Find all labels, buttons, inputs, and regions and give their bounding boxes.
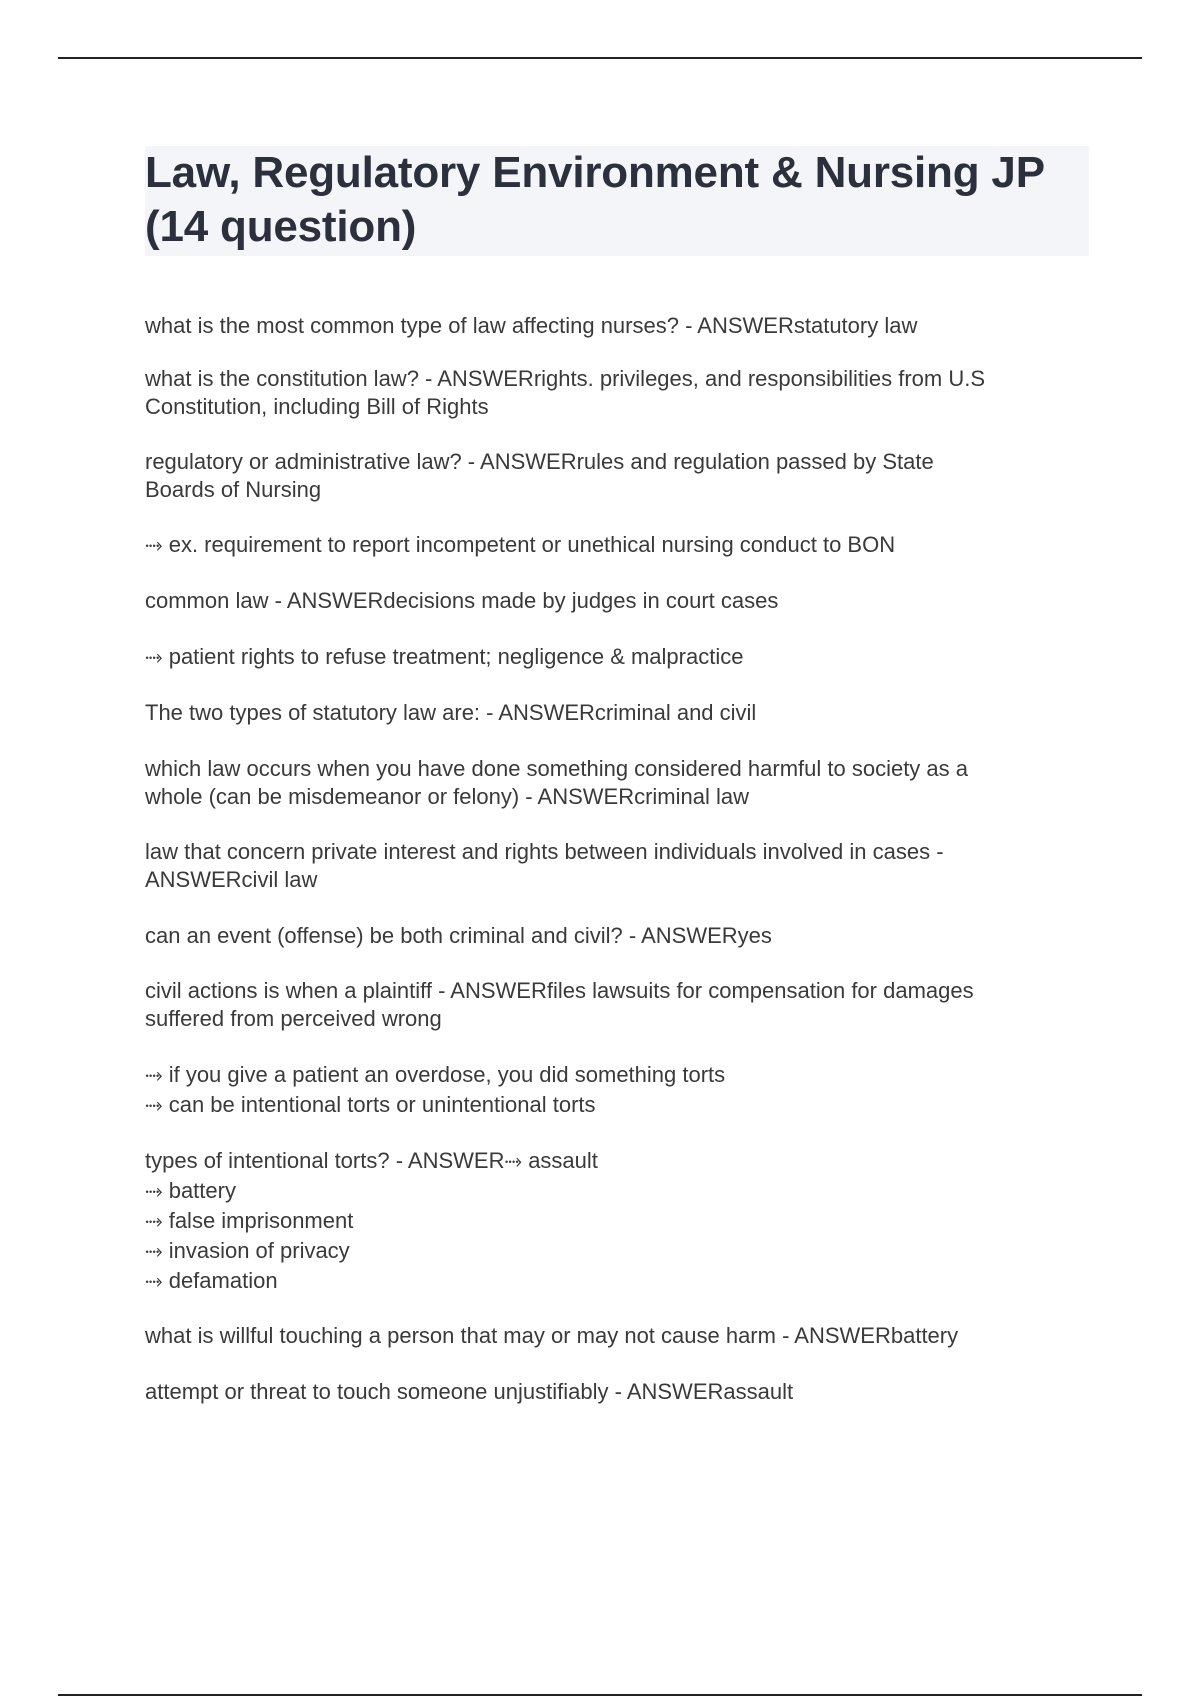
qa-item: attempt or threat to touch someone unjustifiably - ANSWERassault xyxy=(145,1379,794,1404)
qa-item: what is the constitution law? - ANSWERrights. privileges, and responsibilities from U.S Constitution, including Bill of Rights xyxy=(145,366,986,419)
qa-item: what is the most common type of law affecting nurses? - ANSWERstatutory law xyxy=(145,313,918,338)
qa-item: The two types of statutory law are: - ANSWERcriminal and civil xyxy=(145,700,757,725)
qa-list xyxy=(145,312,1095,1406)
qa-item: can an event (offense) be both criminal and civil? - ANSWERyes xyxy=(145,923,772,948)
bottom-rule xyxy=(58,1694,1142,1696)
qa-item: ⤑ patient rights to refuse treatment; negligence & malpractice xyxy=(145,644,744,669)
qa-item: regulatory or administrative law? - ANSWERrules and regulation passed by State Boards of Nursing xyxy=(145,449,934,502)
qa-item: ⤑ ex. requirement to report incompetent or unethical nursing conduct to BON xyxy=(145,532,896,557)
qa-item: law that concern private interest and rights between individuals involved in cases - ANSWERcivil law xyxy=(145,839,944,892)
title-block xyxy=(145,146,1089,256)
top-rule xyxy=(58,57,1142,59)
qa-item: types of intentional torts? - ANSWER⤑ assault ⤑ battery ⤑ false imprisonment ⤑ invasion of privacy ⤑ defamation xyxy=(145,1148,598,1293)
qa-item: common law - ANSWERdecisions made by judges in court cases xyxy=(145,588,779,613)
qa-item: what is willful touching a person that may or may not cause harm - ANSWERbattery xyxy=(145,1323,959,1348)
qa-item: which law occurs when you have done something considered harmful to society as a whole (can be misdemeanor or felony) - ANSWERcriminal law xyxy=(145,756,969,809)
document-title: Law, Regulatory Environment & Nursing JP (14 question) xyxy=(145,148,1045,251)
qa-item: civil actions is when a plaintiff - ANSWERfiles lawsuits for compensation for damages suffered from perceived wrong xyxy=(145,978,974,1031)
qa-item: ⤑ if you give a patient an overdose, you did something torts ⤑ can be intentional torts or unintentional torts xyxy=(145,1062,726,1117)
